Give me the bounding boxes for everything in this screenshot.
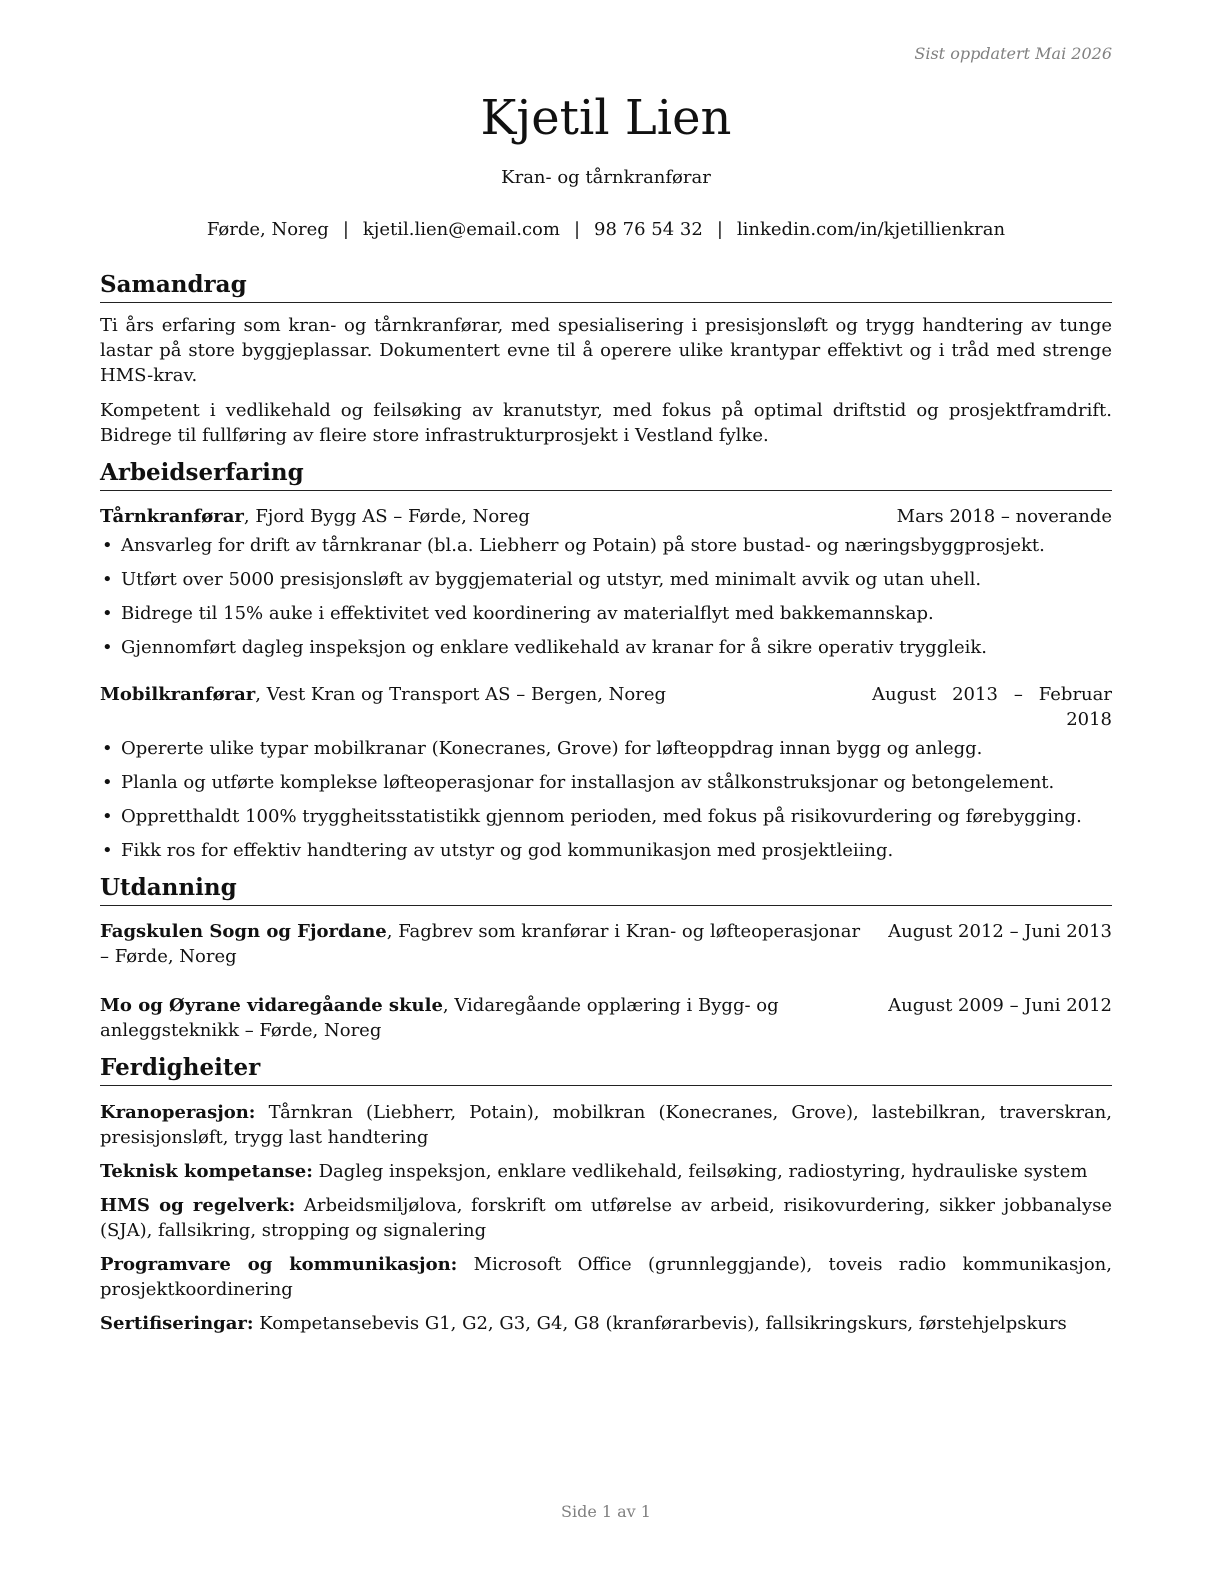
page-number: Side 1 av 1: [561, 1502, 651, 1521]
skill-text: Kompetansebevis G1, G2, G3, G4, G8 (kranførarbevis), fallsikringskurs, førstehjelpskurs: [253, 1313, 1067, 1334]
job-entry: [100, 504, 1112, 660]
list-item: • Bidrege til 15% auke i effektivitet ved koordinering av materialflyt med bakkemannskap.: [100, 601, 1112, 626]
contact-phone: 98 76 54 32: [594, 219, 703, 240]
job-bullets: [100, 533, 1112, 660]
job-employer: , Vest Kran og Transport AS – Bergen, Noreg: [255, 684, 667, 705]
resume-content: [100, 270, 1112, 1346]
skill-label: Programvare og kommunikasjon:: [100, 1254, 458, 1275]
skill-label: Kranoperasjon:: [100, 1102, 256, 1123]
list-item: • Planla og utførte komplekse løfteoperasjonar for installasjon av stålkonstruksjonar og betongelement.: [100, 770, 1112, 795]
resume-page: [100, 0, 1112, 1584]
candidate-role: Kran- og tårnkranførar: [501, 167, 711, 188]
job-header: [100, 682, 1112, 732]
education-entry: [100, 993, 1112, 1043]
list-item: • Utført over 5000 presisjonsløft av byggjematerial og utstyr, med minimalt avvik og utan uhell.: [100, 567, 1112, 592]
education-detail: , Vidaregåande opplæring i Bygg- og anleggsteknikk – Førde, Noreg: [100, 995, 779, 1041]
job-dates: August 2013 – Februar 2018: [872, 684, 1112, 730]
education-entry: [100, 919, 1112, 969]
skill-text: Tårnkran (Liebherr, Potain), mobilkran (Konecranes, Grove), lastebilkran, traverskran, presisjonsløft, trygg last handtering: [100, 1102, 1112, 1148]
section-title: Samandrag: [100, 270, 1112, 303]
job-employer: , Fjord Bygg AS – Førde, Noreg: [243, 506, 530, 527]
education-school: Fagskulen Sogn og Fjordane: [100, 921, 387, 942]
list-item: • Gjennomført dagleg inspeksjon og enklare vedlikehald av kranar for å sikre operativ tryggleik.: [100, 635, 1112, 660]
summary-paragraph: Ti års erfaring som kran- og tårnkranførar, med spesialisering i presisjonsløft og trygg handtering av tunge lastar på store byggjeplassar. Dokumentert evne til å operere ulike krantypar effektivt og i tråd med strenge HMS-krav.: [100, 315, 1112, 386]
list-item: • Oppretthaldt 100% tryggheitsstatistikk gjennom perioden, med fokus på risikovurdering og førebygging.: [100, 804, 1112, 829]
education-school: Mo og Øyrane vidaregåande skule: [100, 995, 443, 1016]
contact-email[interactable]: kjetil.lien@email.com: [362, 219, 560, 240]
education-dates: August 2009 – Juni 2012: [888, 995, 1112, 1016]
contact-line: [100, 219, 1112, 240]
list-item: • Fikk ros for effektiv handtering av utstyr og god kommunikasjon med prosjektleiing.: [100, 838, 1112, 863]
skill-label: Sertifiseringar:: [100, 1313, 254, 1334]
job-bullets: [100, 736, 1112, 863]
job-entry: [100, 682, 1112, 863]
job-dates: Mars 2018 – noverande: [896, 506, 1112, 527]
skill-label: Teknisk kompetanse:: [100, 1161, 313, 1182]
education-section: [100, 873, 1112, 1043]
list-item: • Opererte ulike typar mobilkranar (Konecranes, Grove) for løfteoppdrag innan bygg og anlegg.: [100, 736, 1112, 761]
last-updated: Sist oppdatert Mai 2026: [914, 44, 1112, 63]
contact-separator: |: [342, 219, 349, 240]
list-item: • Ansvarleg for drift av tårnkranar (bl.a. Liebherr og Potain) på store bustad- og næringsbyggprosjekt.: [100, 533, 1112, 558]
contact-separator: |: [716, 219, 723, 240]
summary-section: [100, 270, 1112, 448]
skill-label: HMS og regelverk:: [100, 1195, 296, 1216]
skill-text: Microsoft Office (grunnleggjande), toveis radio kommunikasjon, prosjektkoordinering: [100, 1254, 1112, 1300]
skill-row: [100, 1159, 1112, 1184]
section-title: Arbeidserfaring: [100, 458, 1112, 491]
contact-linkedin[interactable]: linkedin.com/in/kjetillienkran: [736, 219, 1006, 240]
education-detail: , Fagbrev som kranførar i Kran- og løfteoperasjonar – Førde, Noreg: [100, 921, 861, 967]
skills-section: [100, 1053, 1112, 1336]
skill-row: [100, 1193, 1112, 1243]
section-title: Utdanning: [100, 873, 1112, 906]
skill-row: [100, 1311, 1112, 1336]
skill-text: Arbeidsmiljølova, forskrift om utførelse av arbeid, risikovurdering, sikker jobbanalyse (SJA), fallsikring, stropping og signalering: [100, 1195, 1112, 1241]
skill-text: Dagleg inspeksjon, enklare vedlikehald, feilsøking, radiostyring, hydrauliske system: [312, 1161, 1088, 1182]
section-title: Ferdigheiter: [100, 1053, 1112, 1086]
skill-row: [100, 1100, 1112, 1150]
skill-row: [100, 1252, 1112, 1302]
experience-section: [100, 458, 1112, 863]
candidate-name: Kjetil Lien: [480, 90, 732, 146]
contact-location: Førde, Noreg: [206, 219, 329, 240]
job-header: [100, 504, 1112, 529]
contact-separator: |: [573, 219, 581, 240]
summary-paragraph: Kompetent i vedlikehald og feilsøking av kranutstyr, med fokus på optimal driftstid og prosjektframdrift. Bidrege til fullføring av fleire store infrastrukturprosjekt i Vestland fylke.: [100, 400, 1112, 446]
education-dates: August 2012 – Juni 2013: [888, 921, 1112, 942]
job-position: Tårnkranførar: [100, 506, 244, 527]
job-position: Mobilkranførar: [100, 684, 256, 705]
